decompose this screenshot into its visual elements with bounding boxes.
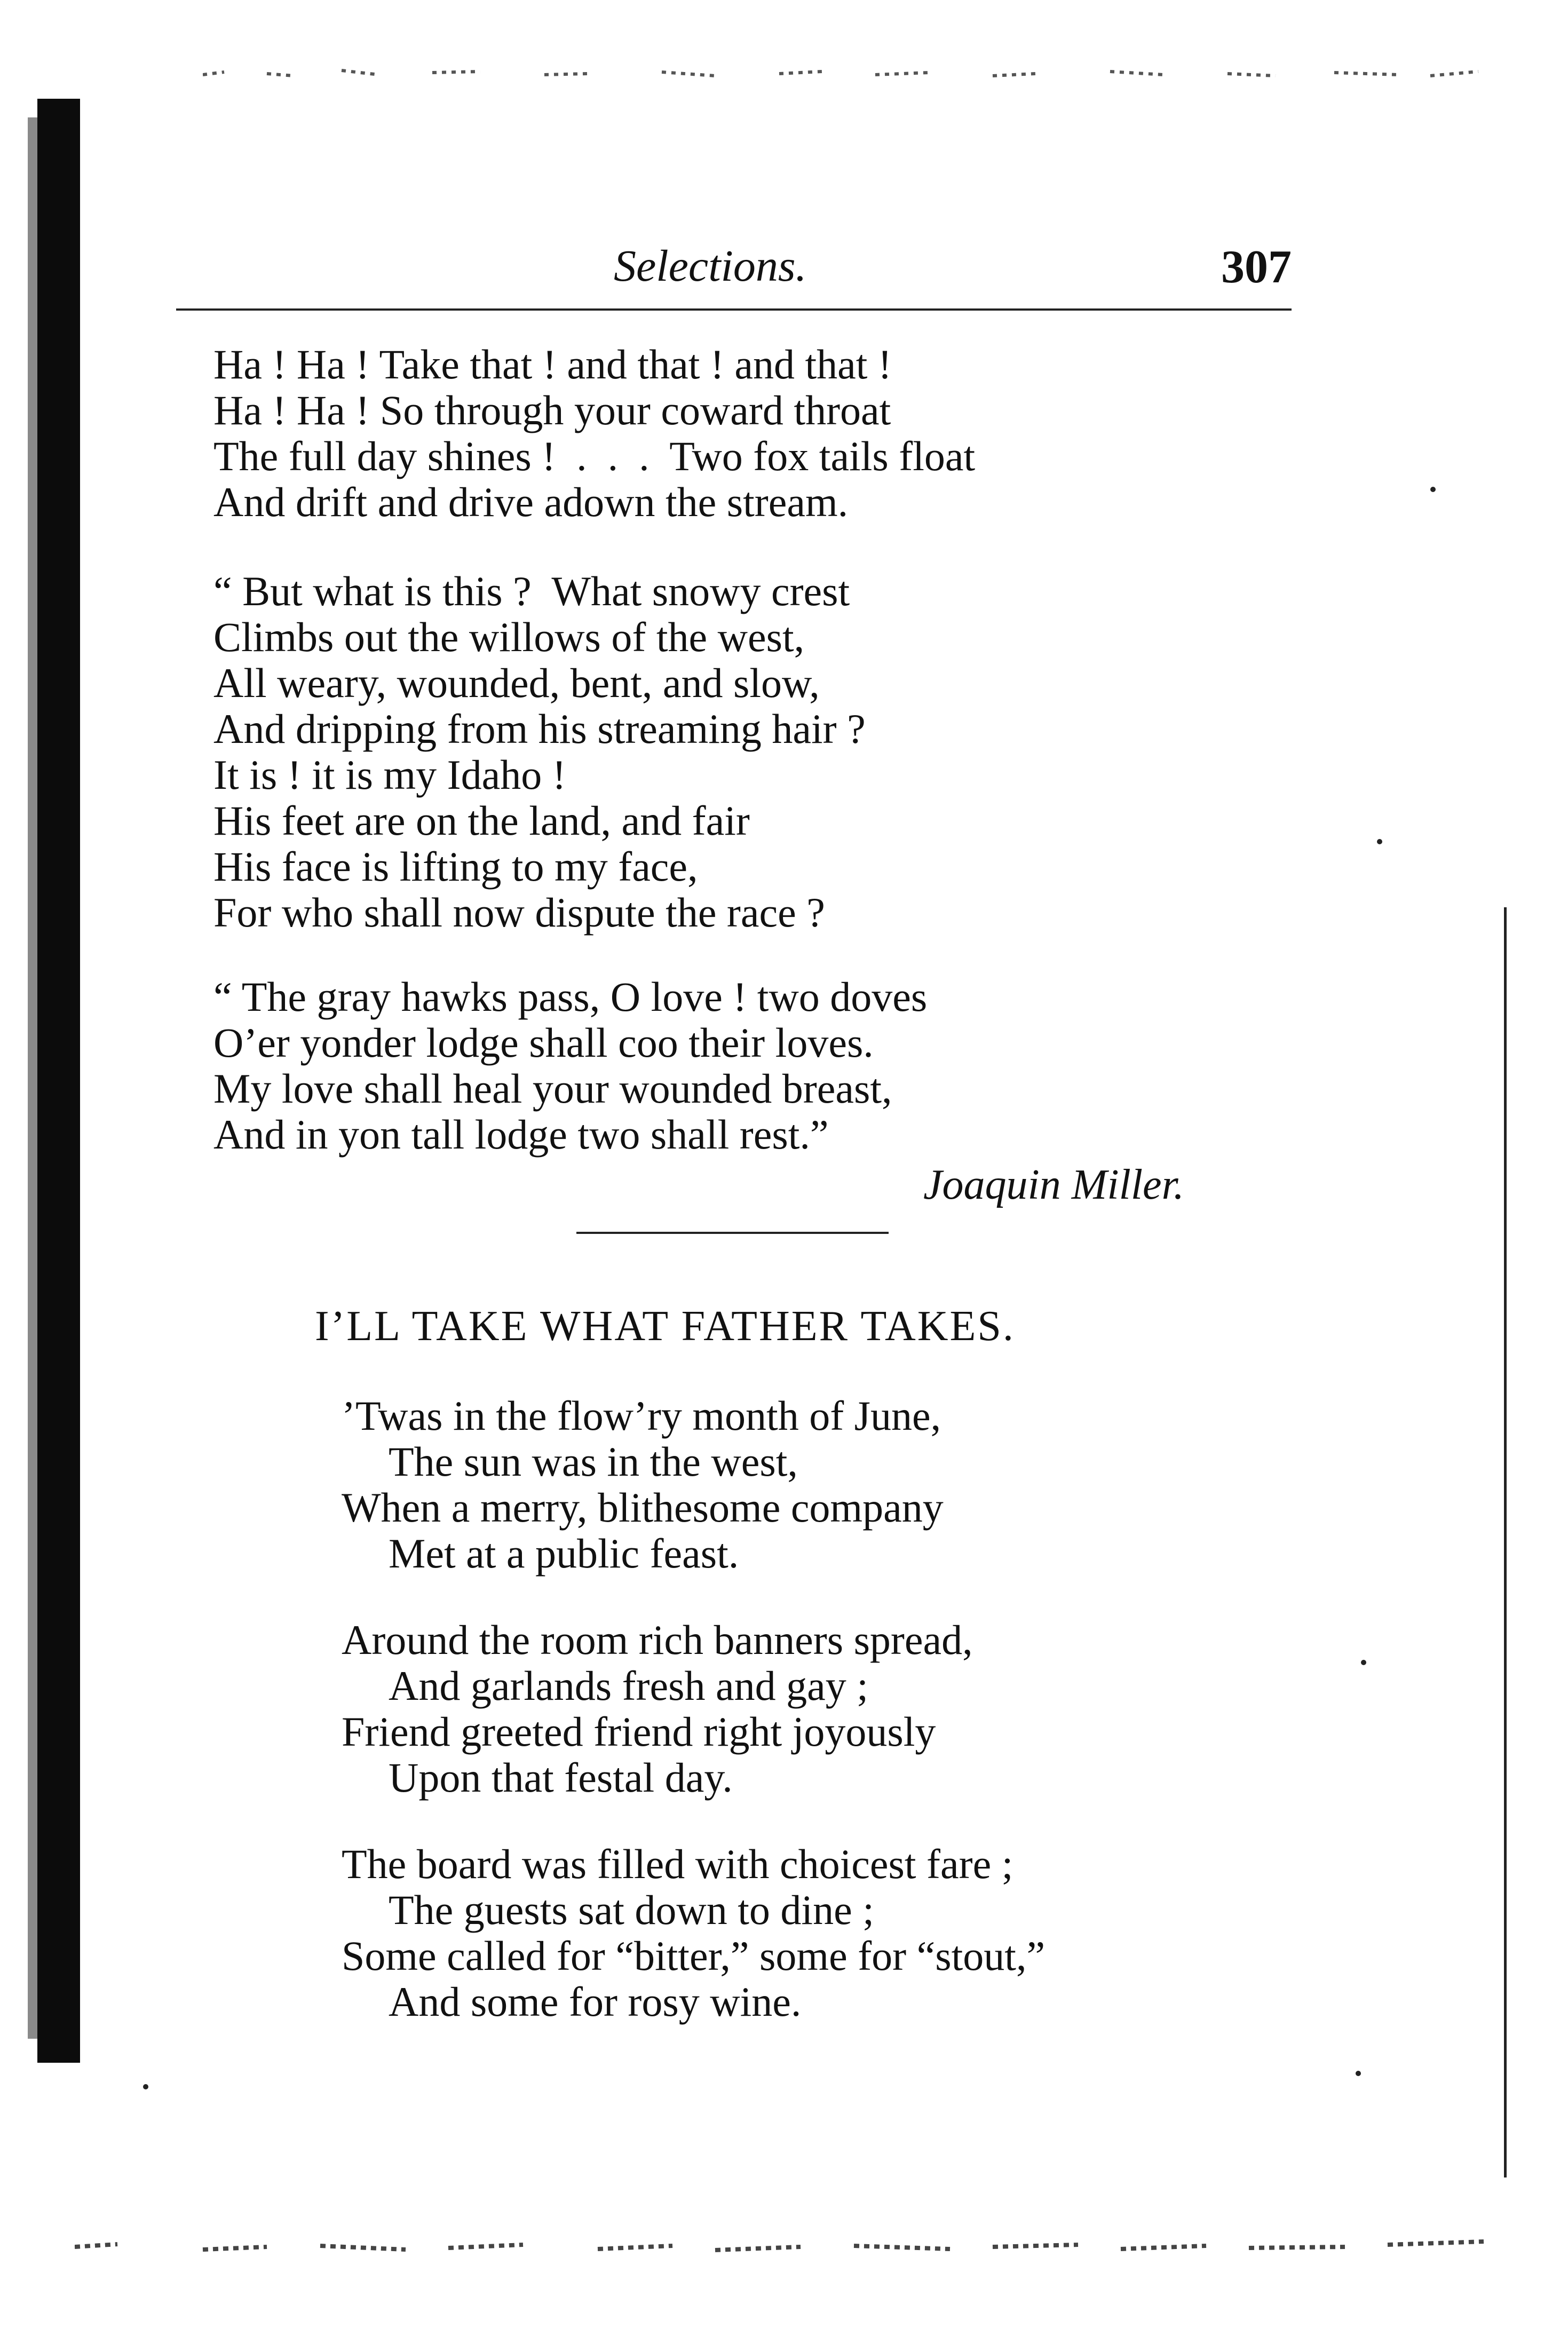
verse-line: “ But what is this ? What snowy crest bbox=[213, 568, 850, 614]
binding-spine bbox=[37, 99, 80, 2063]
verse-line: Ha ! Ha ! Take that ! and that ! and that ! bbox=[213, 341, 892, 387]
verse-line: Climbs out the willows of the west, bbox=[213, 614, 805, 660]
author-attribution: Joaquin Miller. bbox=[923, 1161, 1184, 1208]
verse-line: And dripping from his streaming hair ? bbox=[213, 706, 866, 752]
verse-line: The guests sat down to dine ; bbox=[389, 1887, 874, 1933]
poem2-stanza-2 bbox=[342, 1617, 973, 1801]
running-title: Selections. bbox=[614, 241, 807, 291]
poem1-stanza-3 bbox=[213, 974, 927, 1158]
verse-line: The sun was in the west, bbox=[389, 1438, 798, 1485]
verse-line: Around the room rich banners spread, bbox=[342, 1617, 973, 1663]
verse-line: My love shall heal your wounded breast, bbox=[213, 1065, 892, 1112]
right-margin-rule bbox=[1504, 907, 1507, 2177]
verse-line: For who shall now dispute the race ? bbox=[213, 889, 825, 936]
verse-line: His feet are on the land, and fair bbox=[213, 797, 750, 844]
ink-speck bbox=[1361, 1660, 1366, 1665]
ink-speck bbox=[1377, 839, 1382, 844]
verse-line: All weary, wounded, bent, and slow, bbox=[213, 660, 820, 706]
bottom-edge-specks bbox=[75, 2226, 1516, 2263]
verse-line: ’Twas in the flow’ry month of June, bbox=[342, 1392, 941, 1439]
verse-line: When a merry, blithesome company bbox=[342, 1484, 944, 1531]
verse-line: And drift and drive adown the stream. bbox=[213, 479, 849, 525]
verse-line: Ha ! Ha ! So through your coward throat bbox=[213, 387, 891, 433]
verse-line: It is ! it is my Idaho ! bbox=[213, 751, 566, 798]
verse-line: The board was filled with choicest fare ; bbox=[342, 1841, 1013, 1887]
ink-speck bbox=[143, 2084, 148, 2089]
header-rule bbox=[176, 308, 1292, 311]
verse-line: O’er yonder lodge shall coo their loves. bbox=[213, 1019, 874, 1066]
verse-line: “ The gray hawks pass, O love ! two doves bbox=[213, 973, 928, 1020]
running-header bbox=[176, 240, 1292, 299]
ink-speck bbox=[1356, 2071, 1361, 2076]
verse-line: And some for rosy wine. bbox=[389, 1978, 802, 2025]
verse-line: And garlands fresh and gay ; bbox=[389, 1662, 868, 1709]
verse-line: The full day shines ! . . . Two fox tails float bbox=[213, 433, 976, 479]
poem1-stanza-1 bbox=[213, 342, 975, 525]
verse-line: Upon that festal day. bbox=[389, 1754, 733, 1801]
poem2-stanza-3 bbox=[342, 1841, 1045, 2025]
verse-line: His face is lifting to my face, bbox=[213, 843, 698, 890]
poem-title: I’LL TAKE WHAT FATHER TAKES. bbox=[315, 1303, 1015, 1350]
verse-line: Some called for “bitter,” some for “stout,” bbox=[342, 1933, 1046, 1979]
verse-line: And in yon tall lodge two shall rest.” bbox=[213, 1111, 829, 1158]
verse-line: Met at a public feast. bbox=[389, 1530, 739, 1577]
section-separator bbox=[576, 1232, 889, 1234]
page-number: 307 bbox=[1221, 241, 1292, 293]
ink-speck bbox=[1430, 487, 1436, 492]
verse-line: Friend greeted friend right joyously bbox=[342, 1708, 936, 1755]
poem2-stanza-1 bbox=[342, 1393, 944, 1577]
top-edge-specks bbox=[203, 64, 1484, 85]
poem1-stanza-2 bbox=[213, 568, 866, 936]
